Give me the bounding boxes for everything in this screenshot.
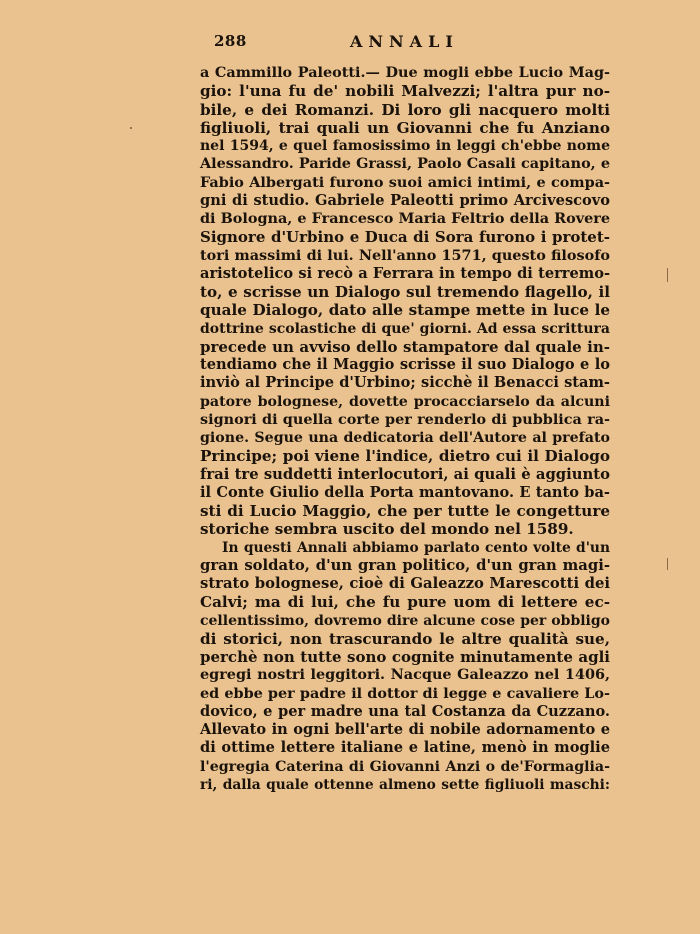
- text-line: aristotelico si recò a Ferrara in tempo di terremo-: [200, 264, 610, 282]
- text-line: inviò al Principe d'Urbino; sicchè il Benacci stam-: [200, 374, 610, 392]
- text-line: di ottime lettere italiane e latine, menò in moglie: [200, 739, 610, 757]
- text-line: tori massimi di lui. Nell'anno 1571, questo filosofo: [200, 246, 610, 264]
- text-line: storiche sembra uscito del mondo nel 1589.: [200, 520, 574, 539]
- text-line: quale Dialogo, dato alle stampe mette in luce le: [200, 301, 610, 320]
- text-line: gran soldato, d'un gran politico, d'un gran magi-: [200, 556, 610, 574]
- text-line: di Bologna, e Francesco Maria Feltrio della Rovere: [200, 210, 610, 227]
- text-line: gio: l'una fu de' nobili Malvezzi; l'altra pur no-: [200, 82, 610, 101]
- text-line: patore bolognese, dovette procacciarselo da alcuni: [200, 393, 610, 410]
- text-line: Alessandro. Paride Grassi, Paolo Casali capitano, e: [200, 155, 610, 173]
- text-line: frai tre suddetti interlocutori, ai quali è aggiunto: [200, 465, 610, 483]
- text-line: bile, e dei Romanzi. Di loro gli nacquero molti: [200, 100, 610, 119]
- text-line: il Conte Giulio della Porta mantovano. E tanto ba-: [200, 483, 610, 501]
- text-line: l'egregia Caterina di Giovanni Anzi o de'Formaglia-: [200, 758, 610, 775]
- text-line: ri, dalla quale ottenne almeno sette figliuoli maschi:: [200, 776, 610, 793]
- text-line: tendiamo che il Maggio scrisse il suo Dialogo e lo: [200, 356, 610, 373]
- text-line: gione. Segue una dedicatoria dell'Autore al prefato: [200, 430, 610, 446]
- text-line: strato bolognese, cioè di Galeazzo Marescotti dei: [200, 575, 610, 592]
- text-line: dovico, e per madre una tal Costanza da Cuzzano.: [200, 702, 610, 720]
- text-line: di storici, non trascurando le altre qualità sue,: [200, 629, 610, 648]
- text-line: Calvi; ma di lui, che fu pure uom di lettere ec-: [200, 593, 610, 612]
- margin-mark: [667, 558, 668, 570]
- text-line: precede un avviso dello stampatore dal quale in-: [200, 337, 610, 356]
- text-line: figliuoli, trai quali un Giovanni che fu Anziano: [200, 118, 610, 137]
- text-line: Fabio Albergati furono suoi amici intimi, e compa-: [200, 173, 610, 191]
- page-number: 288: [214, 32, 247, 50]
- text-line: perchè non tutte sono cognite minutamente agli: [200, 648, 610, 666]
- text-line: to, e scrisse un Dialogo sul tremendo flagello, il: [200, 283, 610, 301]
- text-line: cellentissimo, dovremo dire alcune cose per obbligo: [200, 612, 610, 629]
- text-line: signori di quella corte per renderlo di pubblica ra-: [200, 410, 610, 428]
- margin-mark: [667, 268, 668, 282]
- text-line: sti di Lucio Maggio, che per tutte le congetture: [200, 502, 610, 520]
- text-line: a Cammillo Paleotti.— Due mogli ebbe Lucio Mag-: [200, 64, 610, 81]
- text-line: dottrine scolastiche di que' giorni. Ad essa scrittura: [200, 320, 610, 337]
- page-header: [200, 32, 610, 54]
- text-line: nel 1594, e quel famosissimo in leggi ch'ebbe nome: [200, 138, 610, 154]
- text-line: gni di studio. Gabriele Paleotti primo Arcivescovo: [200, 191, 610, 209]
- text-line: ed ebbe per padre il dottor di legge e cavaliere Lo-: [200, 684, 610, 702]
- text-line: In questi Annali abbiamo parlato cento volte d'un: [222, 539, 610, 556]
- body-text: [200, 64, 610, 794]
- text-line: egregi nostri leggitori. Nacque Galeazzo nel 1406,: [200, 666, 610, 684]
- text-line: Allevato in ogni bell'arte di nobile adornamento e: [200, 721, 610, 738]
- ink-speck: [130, 127, 132, 129]
- text-line: Principe; poi viene l'indice, dietro cui il Dialogo: [200, 447, 610, 466]
- text-line: Signore d'Urbino e Duca di Sora furono i protet-: [200, 228, 610, 247]
- running-title: ANNALI: [350, 32, 459, 51]
